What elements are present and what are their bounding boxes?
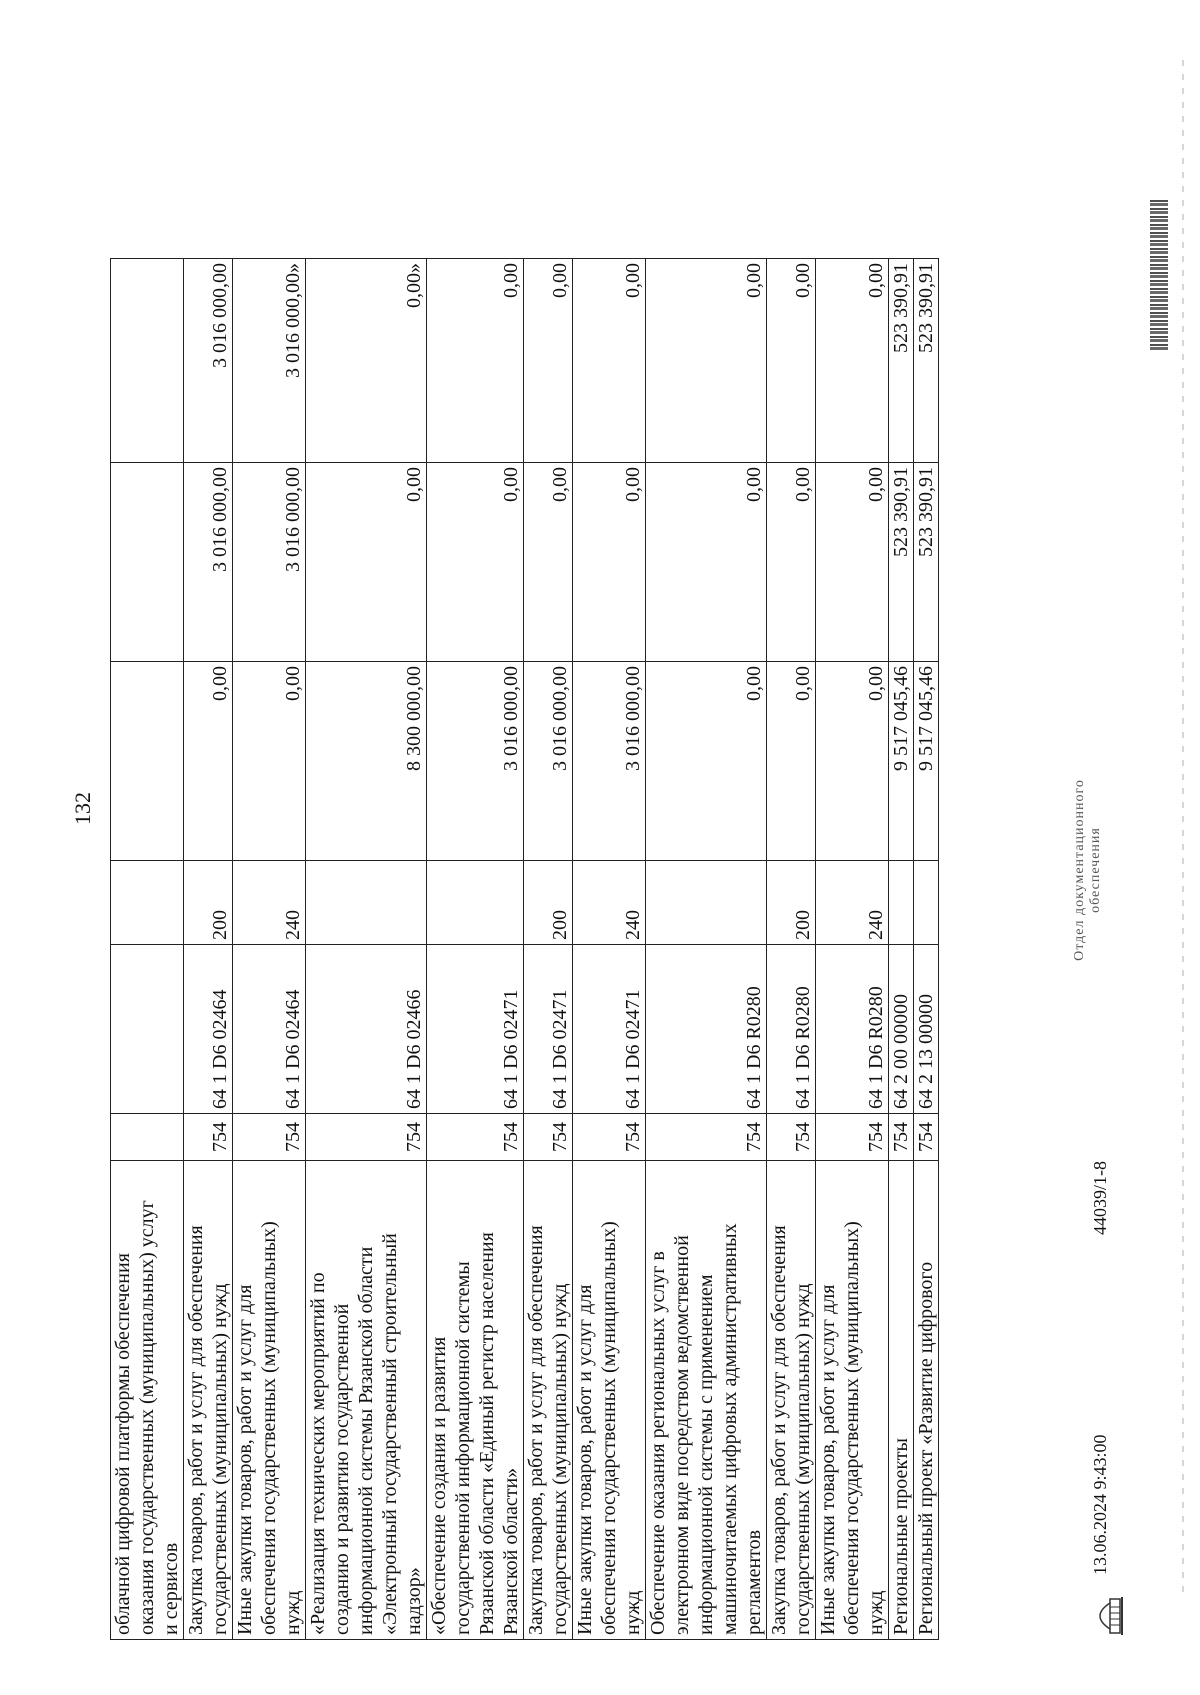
admin-code-cell: 754 <box>573 1114 646 1161</box>
sum-year3-cell: 0,00 <box>524 259 573 463</box>
footer-doc-id: 44039/1-8 <box>1090 1161 1110 1235</box>
table-row <box>573 259 646 1640</box>
sum-year2-cell: 0,00 <box>816 463 889 662</box>
target-article-cell: 64 1 D6 R0280 <box>646 945 767 1114</box>
sum-year3-cell: 3 016 000,00» <box>233 259 306 463</box>
table-row <box>889 259 914 1640</box>
item-name-cell <box>524 1161 573 1640</box>
expense-type-cell <box>646 861 767 945</box>
item-name-line: Рязанской области» <box>500 1467 522 1635</box>
sum-year2-cell <box>111 463 184 662</box>
sum-year2-cell: 3 016 000,00 <box>233 463 306 662</box>
expense-type-cell <box>111 861 184 945</box>
expense-type-cell <box>889 861 914 945</box>
item-name-line: обеспечения государственных (муниципальных) <box>841 1221 863 1635</box>
item-name-line: Региональные проекты <box>890 1438 912 1635</box>
item-name-line: нужд <box>865 1590 887 1635</box>
sum-year1-cell: 0,00 <box>816 662 889 861</box>
sum-year1-cell: 8 300 000,00 <box>306 662 427 861</box>
sum-year3-cell: 0,00 <box>427 259 524 463</box>
sum-year2-cell: 3 016 000,00 <box>184 463 233 662</box>
stamp-line: обеспечения <box>1088 827 1103 913</box>
sum-year1-cell: 9 517 045,46 <box>914 662 939 861</box>
expense-type-cell: 200 <box>524 861 573 945</box>
item-name-cell <box>111 1161 184 1640</box>
page-number: 132 <box>70 792 95 825</box>
admin-code-cell: 754 <box>306 1114 427 1161</box>
item-name-line: «Обеспечение создания и развития <box>428 1336 450 1635</box>
target-article-cell: 64 1 D6 02466 <box>306 945 427 1114</box>
item-name-line: и сервисов <box>160 1542 182 1635</box>
admin-code-cell: 754 <box>816 1114 889 1161</box>
item-name-line: надзор» <box>403 1567 425 1635</box>
target-article-cell: 64 1 D6 02471 <box>427 945 524 1114</box>
sum-year3-cell <box>111 259 184 463</box>
sum-year2-cell: 0,00 <box>573 463 646 662</box>
sum-year1-cell <box>111 662 184 861</box>
footer-date: 13.06.2024 9:43:00 <box>1090 1434 1110 1575</box>
target-article-cell: 64 2 13 00000 <box>914 945 939 1114</box>
sum-year3-cell: 0,00 <box>573 259 646 463</box>
item-name-line: государственных (муниципальных) нужд <box>549 1283 571 1635</box>
item-name-cell <box>914 1161 939 1640</box>
item-name-cell <box>573 1161 646 1640</box>
item-name-line: Иные закупки товаров, работ и услуг для <box>234 1284 256 1635</box>
table-row <box>816 259 889 1640</box>
expense-type-cell: 240 <box>816 861 889 945</box>
target-article-cell: 64 1 D6 02464 <box>233 945 306 1114</box>
sum-year2-cell: 523 390,91 <box>914 463 939 662</box>
item-name-line: электронном виде посредством ведомственной <box>671 1235 693 1635</box>
item-name-line: нужд <box>622 1590 644 1635</box>
item-name-line: оказания государственных (муниципальных) услуг <box>136 1200 158 1635</box>
item-name-line: Иные закупки товаров, работ и услуг для <box>817 1284 839 1635</box>
target-article-cell: 64 2 00 00000 <box>889 945 914 1114</box>
item-name-line: машиночитаемых цифровых административных <box>719 1223 741 1635</box>
emblem-icon <box>1084 1595 1126 1637</box>
expense-type-cell <box>427 861 524 945</box>
sum-year2-cell: 523 390,91 <box>889 463 914 662</box>
target-article-cell: 64 1 D6 02464 <box>184 945 233 1114</box>
expense-type-cell <box>914 861 939 945</box>
sum-year1-cell: 3 016 000,00 <box>573 662 646 861</box>
item-name-cell <box>767 1161 816 1640</box>
table-row <box>524 259 573 1640</box>
sum-year3-cell: 0,00 <box>767 259 816 463</box>
sum-year3-cell: 523 390,91 <box>914 259 939 463</box>
expense-type-cell: 240 <box>573 861 646 945</box>
item-name-line: нужд <box>282 1590 304 1635</box>
item-name-line: Иные закупки товаров, работ и услуг для <box>574 1284 596 1635</box>
sum-year2-cell: 0,00 <box>646 463 767 662</box>
item-name-line: обеспечения государственных (муниципальных) <box>258 1221 280 1635</box>
expense-type-cell: 200 <box>184 861 233 945</box>
expense-type-cell: 240 <box>233 861 306 945</box>
target-article-cell: 64 1 D6 R0280 <box>767 945 816 1114</box>
admin-code-cell: 754 <box>184 1114 233 1161</box>
sum-year3-cell: 0,00 <box>646 259 767 463</box>
sum-year2-cell: 0,00 <box>427 463 524 662</box>
table-row <box>767 259 816 1640</box>
item-name-line: созданию и развитию государственной <box>331 1303 353 1635</box>
expense-type-cell <box>306 861 427 945</box>
sum-year1-cell: 3 016 000,00 <box>427 662 524 861</box>
sum-year1-cell: 3 016 000,00 <box>524 662 573 861</box>
table-row <box>184 259 233 1640</box>
target-article-cell: 64 1 D6 02471 <box>573 945 646 1114</box>
table-row <box>111 259 184 1640</box>
admin-code-cell: 754 <box>767 1114 816 1161</box>
sum-year1-cell: 9 517 045,46 <box>889 662 914 861</box>
item-name-line: «Электронный государственный строительный <box>379 1233 401 1635</box>
sum-year3-cell: 0,00» <box>306 259 427 463</box>
admin-code-cell: 754 <box>889 1114 914 1161</box>
item-name-line: обеспечения государственных (муниципальных) <box>598 1221 620 1635</box>
item-name-line: облачной цифровой платформы обеспечения <box>112 1253 134 1635</box>
item-name-line: Закупка товаров, работ и услуг для обеспечения <box>525 1225 547 1635</box>
sum-year2-cell: 0,00 <box>767 463 816 662</box>
sum-year1-cell: 0,00 <box>767 662 816 861</box>
table-row <box>233 259 306 1640</box>
item-name-line: государственной информационной системы <box>452 1261 474 1635</box>
sum-year2-cell: 0,00 <box>306 463 427 662</box>
table-row <box>427 259 524 1640</box>
sum-year1-cell: 0,00 <box>646 662 767 861</box>
sum-year3-cell: 0,00 <box>816 259 889 463</box>
item-name-line: Закупка товаров, работ и услуг для обеспечения <box>768 1225 790 1635</box>
item-name-line: информационной системы Рязанской области <box>355 1246 377 1635</box>
item-name-cell <box>646 1161 767 1640</box>
sum-year1-cell: 0,00 <box>184 662 233 861</box>
item-name-cell <box>306 1161 427 1640</box>
target-article-cell: 64 1 D6 R0280 <box>816 945 889 1114</box>
target-article-cell: 64 1 D6 02471 <box>524 945 573 1114</box>
table-row <box>914 259 939 1640</box>
item-name-line: Региональный проект «Развитие цифрового <box>915 1261 937 1635</box>
item-name-cell <box>889 1161 914 1640</box>
item-name-line: «Реализация технических мероприятий по <box>307 1272 329 1635</box>
sum-year1-cell: 0,00 <box>233 662 306 861</box>
sum-year3-cell: 523 390,91 <box>889 259 914 463</box>
admin-code-cell <box>111 1114 184 1161</box>
sum-year2-cell: 0,00 <box>524 463 573 662</box>
target-article-cell <box>111 945 184 1114</box>
expense-type-cell: 200 <box>767 861 816 945</box>
item-name-line: информационной системы с применением <box>695 1274 717 1635</box>
budget-table <box>110 258 939 1640</box>
admin-code-cell: 754 <box>646 1114 767 1161</box>
department-stamp <box>1072 735 1104 1005</box>
item-name-line: регламентов <box>743 1529 765 1635</box>
admin-code-cell: 754 <box>427 1114 524 1161</box>
table-row <box>306 259 427 1640</box>
table-row <box>646 259 767 1640</box>
admin-code-cell: 754 <box>233 1114 306 1161</box>
admin-code-cell: 754 <box>914 1114 939 1161</box>
item-name-line: Обеспечение оказания региональных услуг в <box>647 1251 669 1635</box>
item-name-cell <box>816 1161 889 1640</box>
admin-code-cell: 754 <box>524 1114 573 1161</box>
item-name-cell <box>184 1161 233 1640</box>
item-name-cell <box>233 1161 306 1640</box>
stamp-line: Отдел документационного <box>1072 779 1087 961</box>
item-name-line: Закупка товаров, работ и услуг для обеспечения <box>185 1225 207 1635</box>
item-name-line: государственных (муниципальных) нужд <box>209 1283 231 1635</box>
item-name-cell <box>427 1161 524 1640</box>
item-name-line: государственных (муниципальных) нужд <box>792 1283 814 1635</box>
item-name-line: Рязанской области «Единый регистр населения <box>476 1232 498 1635</box>
sum-year3-cell: 3 016 000,00 <box>184 259 233 463</box>
